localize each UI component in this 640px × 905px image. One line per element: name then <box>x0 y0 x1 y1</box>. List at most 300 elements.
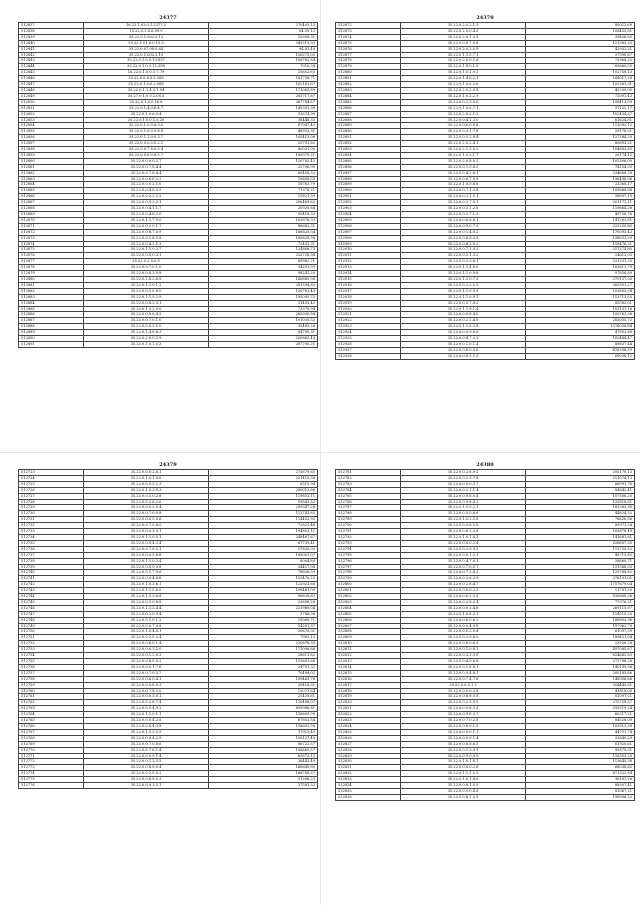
cell-code: 35.22.0.0.2.0.9.2 <box>84 771 209 777</box>
cell-code: 35.22.0.0.2.3.3.0 <box>401 99 526 105</box>
cell-id: 512752 <box>19 641 84 647</box>
cell-amount: 100763,36 <box>526 312 635 318</box>
cell-amount: 102758,13 <box>526 70 635 76</box>
cell-amount: 39456,82 <box>526 34 635 40</box>
cell-code: 35.22.0.0.2.8.2.4 <box>401 599 526 605</box>
cell-amount: 223250,85 <box>526 223 635 229</box>
cell-code: 35.22.0.0.0.0.3.1 <box>84 253 209 259</box>
cell-amount: 1757679,04 <box>526 582 635 588</box>
cell-code: 35.22.0.0.6.7.9.9 <box>401 176 526 182</box>
cell-amount: 113735,22 <box>526 546 635 552</box>
cell-id: 512762 <box>19 700 84 706</box>
cell-amount: 248467,67 <box>209 534 318 540</box>
cell-id: 512910 <box>336 247 401 253</box>
cell-amount: 476206,59 <box>526 347 635 353</box>
cell-amount: 199465,76 <box>209 676 318 682</box>
cell-code: 35.22.0.0.5.2.8.4 <box>401 135 526 141</box>
cell-amount: 25458,61 <box>209 694 318 700</box>
cell-id: 512882 <box>336 82 401 88</box>
cell-id: 532804 <box>336 605 401 611</box>
cell-code: 35.22.0.1.1.1.5.3 <box>401 771 526 777</box>
cell-code: 35.22.0.0.7.8.0.5.4 <box>84 147 209 153</box>
cell-id: 532836 <box>336 794 401 800</box>
cell-amount: 72451,31 <box>209 241 318 247</box>
cell-amount: 108665,57 <box>209 747 318 753</box>
cell-id: 512870 <box>19 217 84 223</box>
cell-id: 512875 <box>19 247 84 253</box>
cell-code: 35.22.0.1.5.2.1.7 <box>401 152 526 158</box>
cell-amount: 171065,89 <box>209 87 318 93</box>
cell-amount: 45339,95 <box>526 87 635 93</box>
cell-amount: 80031,00 <box>209 147 318 153</box>
cell-code: 35.22.0.1.5.2.0.0 <box>84 306 209 312</box>
cell-amount: 108455,81 <box>526 28 635 34</box>
cell-id: 512775 <box>19 777 84 783</box>
cell-code: 35.22.0.1.4.0.8.3 <box>84 330 209 336</box>
cell-id: 512846 <box>19 76 84 82</box>
cell-code: 35.22.0.0.9.8.0.4 <box>401 493 526 499</box>
cell-amount: 624685,85 <box>526 653 635 659</box>
cell-id: 532812 <box>336 653 401 659</box>
cell-id: 512879 <box>336 64 401 70</box>
cell-id: 512739 <box>19 564 84 570</box>
cell-amount: 222728,54 <box>209 253 318 259</box>
cell-id: 512756 <box>19 664 84 670</box>
cell-amount: 81097,21 <box>526 694 635 700</box>
cell-code: 35.22.0.0.6.0.1.4 <box>84 641 209 647</box>
cell-id: 532835 <box>336 788 401 794</box>
cell-code: 35.22.0.2.0.0.9 <box>84 259 209 265</box>
cell-code: 35.22.0.1.1.0.1.1 <box>84 712 209 718</box>
cell-id: 512755 <box>19 659 84 665</box>
cell-amount: 497085,67 <box>526 647 635 653</box>
cell-amount: 51206,29 <box>209 777 318 783</box>
cell-code: 35.22.0.0.9.4.8.1 <box>401 670 526 676</box>
cell-code: 35.22.0.1.0.0.15.398 <box>84 64 209 70</box>
cell-id: 532789 <box>336 517 401 523</box>
cell-code: 35.22.0.0.0.3.2.3 <box>84 481 209 487</box>
cell-code: 35.22.0.0.6.0.2.2 <box>84 176 209 182</box>
cell-amount: 83971,24 <box>526 523 635 529</box>
cell-amount: 42932,21 <box>526 46 635 52</box>
cell-code: 35.22.0.1.1.0.6.0 <box>84 588 209 594</box>
cell-id: 512769 <box>19 741 84 747</box>
cell-id: 532819 <box>336 694 401 700</box>
cell-amount: 11781,20 <box>526 588 635 594</box>
cell-id: 512742 <box>19 582 84 588</box>
cell-amount: 74154,33 <box>526 164 635 170</box>
cell-code: 35.22.0.0.0.2.1.0 <box>84 182 209 188</box>
cell-amount: 80693,21 <box>526 141 635 147</box>
data-table <box>335 469 635 801</box>
cell-code: 35.22.0.0.8.0.9.2 <box>84 659 209 665</box>
cell-amount: 120763,43 <box>209 288 318 294</box>
cell-amount: 114515,20 <box>526 611 635 617</box>
cell-amount: 38448,33 <box>209 117 318 123</box>
cell-id: 532793 <box>336 540 401 546</box>
cell-amount: 181758,71 <box>209 76 318 82</box>
cell-code: 35.22.0.2.8.2.6.8 <box>84 276 209 282</box>
cell-id: 532788 <box>336 511 401 517</box>
cell-code: 35.22.0.0.3.1.7.8 <box>401 129 526 135</box>
cell-id: 512848 <box>19 87 84 93</box>
cell-id: 532786 <box>336 499 401 505</box>
cell-id: 512855 <box>19 129 84 135</box>
cell-code: 35.22.0.0.0.4.9.8 <box>401 623 526 629</box>
cell-code: 35.22.0.0.6.0.6.3 <box>401 641 526 647</box>
cell-id: 532811 <box>336 647 401 653</box>
cell-code: 35.22.0.0.4.7.0.1 <box>401 558 526 564</box>
cell-amount: 6515,94 <box>209 481 318 487</box>
cell-amount: 113601,66 <box>209 659 318 665</box>
cell-amount: 265300,84 <box>209 312 318 318</box>
cell-amount: 104883,85 <box>526 147 635 153</box>
cell-id: 512917 <box>336 288 401 294</box>
cell-code: 35.22.0.0.0.0.1.4 <box>401 735 526 741</box>
cell-id: 512880 <box>19 276 84 282</box>
cell-amount: 195095,75 <box>209 294 318 300</box>
sheet-title: 24379 <box>159 462 177 468</box>
cell-id: 512890 <box>336 129 401 135</box>
cell-code: 35.22.0.0.0.6.5.8 <box>401 523 526 529</box>
cell-id: 532813 <box>336 659 401 665</box>
cell-id: 512883 <box>19 294 84 300</box>
cell-amount: 72968,22 <box>526 58 635 64</box>
cell-id: 512886 <box>336 105 401 111</box>
cell-amount: 166625,54 <box>209 229 318 235</box>
cell-amount: 671322,84 <box>526 771 635 777</box>
cell-code: 35.22.0.0.8.8.0.3 <box>84 777 209 783</box>
sheet-title: 24377 <box>159 15 177 21</box>
cell-id: 512734 <box>19 534 84 540</box>
cell-id: 532801 <box>336 588 401 594</box>
cell-amount: 269115,97 <box>526 605 635 611</box>
cell-id: 512724 <box>19 475 84 481</box>
cell-amount: 162161,67 <box>209 82 318 88</box>
cell-id: 512738 <box>19 558 84 564</box>
cell-code: 35.22.0.1.1.9.1.4 <box>401 306 526 312</box>
cell-amount: 20791,83 <box>209 141 318 147</box>
cell-amount: 151568,50 <box>526 564 635 570</box>
sheet-title: 24378 <box>476 15 494 21</box>
cell-code: 35.22.0.0.7.0.5.7 <box>401 564 526 570</box>
cell-id: 512899 <box>336 182 401 188</box>
cell-code: 35.22.0.1.0.0.1.0.20 <box>84 117 209 123</box>
cell-code: 35.22.0.0.1.8.5.8 <box>84 235 209 241</box>
cell-amount: 50418,33 <box>209 212 318 218</box>
cell-amount: 171098,66 <box>209 647 318 653</box>
cell-amount: 217274,85 <box>526 247 635 253</box>
cell-id: 512911 <box>336 253 401 259</box>
sheet <box>18 461 318 789</box>
cell-code: 35.22.0.0.2.0.9.3 <box>401 546 526 552</box>
cell-id: 512884 <box>336 93 401 99</box>
cell-id: 512887 <box>19 318 84 324</box>
cell-amount: 112743,85 <box>209 511 318 517</box>
cell-code: 35.22.0.1.0.0.8.8 <box>401 182 526 188</box>
cell-amount: 23640,29 <box>526 735 635 741</box>
cell-id: 512874 <box>336 34 401 40</box>
cell-code: 35.22.0.1.0.0.2.6 <box>401 82 526 88</box>
cell-amount: 120496,07 <box>209 700 318 706</box>
cell-code: 35.22.0.0.2.1.3.2 <box>401 253 526 259</box>
cell-id: 512876 <box>336 46 401 52</box>
cell-amount: 1376028,84 <box>526 324 635 330</box>
cell-code: 35.22.1.01.6.0.15.3 <box>84 40 209 46</box>
cell-id: 512880 <box>336 70 401 76</box>
cell-id: 532828 <box>336 747 401 753</box>
cell-code: 35.22.0.0.7.8.3.0 <box>84 688 209 694</box>
cell-code: 35.22.0.2.0.0.4.3 <box>401 28 526 34</box>
cell-id: 512898 <box>336 176 401 182</box>
cell-amount: 140199,56 <box>526 664 635 670</box>
cell-id: 532792 <box>336 534 401 540</box>
cell-amount: 211074,13 <box>526 475 635 481</box>
cell-amount: 255219,24 <box>526 706 635 712</box>
data-table <box>335 22 635 360</box>
cell-code: 35.22.0.0.2.1.1.4 <box>401 487 526 493</box>
cell-amount: 106127,45 <box>209 735 318 741</box>
cell-code: 35.22.0.1.1.4.8.0 <box>401 265 526 271</box>
cell-amount: 36161,26 <box>526 777 635 783</box>
cell-id: 512774 <box>19 771 84 777</box>
cell-amount: 87947,42 <box>209 123 318 129</box>
cell-amount: 103603,94 <box>526 288 635 294</box>
cell-id: 512906 <box>336 223 401 229</box>
cell-code: 35.22.0.1.1.0.9.8 <box>401 271 526 277</box>
cell-code: 35.22.0.0.9.4.3.4 <box>84 540 209 546</box>
cell-code: 35.22.0.0.1.0.8.1 <box>401 647 526 653</box>
cell-code: 35.22.0.0.9.0.9.0 <box>401 753 526 759</box>
table-row <box>19 341 318 347</box>
cell-id: 532799 <box>336 576 401 582</box>
cell-id: 532790 <box>336 523 401 529</box>
cell-id: 512743 <box>19 588 84 594</box>
cell-amount: 170093,42 <box>526 229 635 235</box>
cell-code: 35.22.0.0.8.1.3.9 <box>401 794 526 800</box>
cell-amount: 205170,13 <box>526 470 635 476</box>
cell-amount: 121563,22 <box>526 40 635 46</box>
cell-id: 512872 <box>19 229 84 235</box>
cell-code: 35.22.0.0.5.4.9.2 <box>84 706 209 712</box>
cell-id: 512905 <box>336 217 401 223</box>
cell-code: 35.22.0.0.0.0.2.5 <box>401 588 526 594</box>
table-row <box>336 794 635 800</box>
cell-id: 512866 <box>19 194 84 200</box>
cell-amount: 28611,82 <box>209 653 318 659</box>
cell-id: 512879 <box>19 271 84 277</box>
cell-id: 512748 <box>19 617 84 623</box>
sheet <box>335 461 635 801</box>
cell-amount: 84700,31 <box>209 330 318 336</box>
cell-id: 512881 <box>336 76 401 82</box>
cell-amount: 57122,17 <box>526 105 635 111</box>
cell-id: 512838 <box>19 28 84 34</box>
cell-code: 35.22.0.0.9.2.2.1 <box>84 200 209 206</box>
cell-id: 512861 <box>19 164 84 170</box>
cell-amount: 7010,34 <box>209 64 318 70</box>
cell-code: 35.22.0.2.0.0.2.9 <box>84 336 209 342</box>
cell-code: 35.22.0.0.9.8.3.7 <box>401 712 526 718</box>
cell-code: 35.22.0.0.2.6.2.9 <box>401 576 526 582</box>
cell-id: 532800 <box>336 582 401 588</box>
cell-id: 532791 <box>336 529 401 535</box>
cell-code: 35.22.0.1.1.0.1.2 <box>84 282 209 288</box>
cell-amount: 279157,00 <box>526 276 635 282</box>
cell-amount: 36443,49 <box>209 759 318 765</box>
cell-id: 532783 <box>336 481 401 487</box>
cell-code: 35.22.0.1.0.2.5.9 <box>84 729 209 735</box>
cell-amount: 55674,99 <box>209 111 318 117</box>
cell-code: 35.22.0.0.5.0.2.8 <box>84 493 209 499</box>
cell-id: 512845 <box>19 70 84 76</box>
cell-id: 512753 <box>19 647 84 653</box>
cell-code: 16.22.0.1.0.0.1.7.79 <box>84 70 209 76</box>
cell-id: 512744 <box>19 594 84 600</box>
cell-id: 532797 <box>336 564 401 570</box>
cell-id: 512750 <box>19 629 84 635</box>
cell-amount: 57825,03 <box>209 546 318 552</box>
cell-code: 35.22.0.0.2.3.7.8 <box>401 475 526 481</box>
cell-code: 35.22.0.1.1.5.2.9 <box>84 294 209 300</box>
cell-code: 35.22.0.1.0.0.16.8 <box>84 99 209 105</box>
cell-amount: 44824,52 <box>526 511 635 517</box>
cell-id: 512896 <box>336 164 401 170</box>
cell-id: 512868 <box>19 206 84 212</box>
cell-id: 512763 <box>19 706 84 712</box>
page-divider-vertical <box>320 0 321 905</box>
cell-code: 35.22.0.0.1.0.8.0 <box>84 288 209 294</box>
cell-id: 532798 <box>336 570 401 576</box>
cell-amount: 23368,17 <box>526 182 635 188</box>
cell-id: 512867 <box>19 200 84 206</box>
cell-code: 35.22.0.0.0.2.4.6 <box>401 605 526 611</box>
cell-amount: 12073,64 <box>209 688 318 694</box>
cell-amount: 273798,28 <box>526 659 635 665</box>
cell-code: 35.22.0.0.4.1.1.7 <box>84 206 209 212</box>
cell-amount: 113645,38 <box>526 759 635 765</box>
cell-id: 512733 <box>19 529 84 535</box>
cell-amount: 15069,71 <box>209 617 318 623</box>
cell-code: 35.22.0.1.1.0.7.1 <box>401 52 526 58</box>
cell-amount: 3766,36 <box>209 611 318 617</box>
cell-amount: 120818,81 <box>526 499 635 505</box>
cell-id: 512882 <box>19 288 84 294</box>
cell-id: 512922 <box>336 318 401 324</box>
cell-id: 512873 <box>19 235 84 241</box>
cell-id: 512772 <box>19 759 84 765</box>
cell-amount: 26174,12 <box>526 152 635 158</box>
cell-code: 35.22.0.0.6.0.8.5.7 <box>84 152 209 158</box>
cell-code: 35.22.0.0.8.4.3.8 <box>84 723 209 729</box>
cell-id: 512909 <box>336 241 401 247</box>
cell-id: 512925 <box>336 336 401 342</box>
cell-code: 35.22.0.1.1.0.9.5 <box>401 288 526 294</box>
cell-code: 35.22.0.0.2.8.9.2 <box>401 470 526 476</box>
cell-code: 35.22.0.0.6.0.4.1 <box>84 676 209 682</box>
cell-code: 35.22.0.1.4.0.2.1 <box>401 76 526 82</box>
cell-amount: 281594,85 <box>209 282 318 288</box>
cell-code: 35.22.0.0.0.2.0.4 <box>401 629 526 635</box>
cell-amount: 32489,28 <box>209 324 318 330</box>
cell-code: 35.22.0.1.4.0.6.4.7 <box>84 105 209 111</box>
cell-amount: 141262,81 <box>526 217 635 223</box>
cell-id: 512913 <box>336 265 401 271</box>
cell-amount: 220878,39 <box>209 641 318 647</box>
cell-id: 512914 <box>336 271 401 277</box>
cell-amount: 116303,20 <box>526 753 635 759</box>
cell-amount: 122923,66 <box>209 582 318 588</box>
cell-id: 512737 <box>19 552 84 558</box>
cell-amount: 24417,94 <box>209 564 318 570</box>
cell-amount: 44751,74 <box>526 729 635 735</box>
cell-amount: 97856,89 <box>526 271 635 277</box>
cell-id: 512842 <box>19 52 84 58</box>
cell-code: 35.22.0.07.98.0.84 <box>84 46 209 52</box>
cell-amount: 72091,43 <box>526 93 635 99</box>
cell-id: 512865 <box>19 188 84 194</box>
cell-amount: 28860,71 <box>526 558 635 564</box>
cell-code: 35.22.0.1.1.4.0.1.94 <box>84 87 209 93</box>
cell-code: 35.22.0.0.2.2.2.2 <box>84 194 209 200</box>
cell-id: 512754 <box>19 653 84 659</box>
cell-amount: 61624,81 <box>526 117 635 123</box>
cell-id: 512919 <box>336 300 401 306</box>
cell-amount: 287795,21 <box>209 341 318 347</box>
cell-amount: 270728,37 <box>526 700 635 706</box>
cell-amount: 29176,21 <box>526 129 635 135</box>
cell-amount: 163611,70 <box>526 265 635 271</box>
cell-amount: 20678,31 <box>209 629 318 635</box>
cell-code: 35.22.0.2.0.2.1.2 <box>401 111 526 117</box>
cell-id: 512843 <box>19 58 84 64</box>
cell-code: 35.22.0.0.0.7.8.2 <box>401 300 526 306</box>
cell-amount: 299347,26 <box>209 505 318 511</box>
cell-id: 512915 <box>336 276 401 282</box>
cell-code: 35.22.0.0.7.6.1.4 <box>84 747 209 753</box>
cell-code: 35.22.0.1.0.4.8.1 <box>84 629 209 635</box>
cell-id: 512912 <box>336 259 401 265</box>
cell-id: 532820 <box>336 700 401 706</box>
cell-amount: 163878,33 <box>209 217 318 223</box>
cell-code: 35.22.0.0.0.0.3.8 <box>401 688 526 694</box>
cell-amount: 34251,99 <box>209 265 318 271</box>
cell-id: 512759 <box>19 682 84 688</box>
cell-id: 512854 <box>19 123 84 129</box>
cell-id: 512850 <box>19 99 84 105</box>
cell-amount: 78626,59 <box>209 570 318 576</box>
cell-amount: 165878,49 <box>526 529 635 535</box>
cell-code: 35.22.0.0.4.1.3.0 <box>401 117 526 123</box>
cell-amount: 63660,55 <box>526 64 635 70</box>
cell-id: 532816 <box>336 676 401 682</box>
cell-amount: 276101,01 <box>526 576 635 582</box>
cell-code: 35.22.0.0.7.0.0.8 <box>84 511 209 517</box>
cell-id: 512764 <box>19 712 84 718</box>
cell-id: 512853 <box>19 117 84 123</box>
cell-id: 532808 <box>336 629 401 635</box>
cell-amount: 27581,52 <box>209 783 318 789</box>
cell-code: 35.22.0.0.0.8.9.3 <box>84 682 209 688</box>
cell-code: 35.22.0.0.0.4.2.6 <box>84 718 209 724</box>
cell-id: 512773 <box>19 765 84 771</box>
cell-amount: 118476,21 <box>526 241 635 247</box>
cell-id: 512758 <box>19 676 84 682</box>
cell-amount: 107506,20 <box>526 493 635 499</box>
cell-id: 512926 <box>336 341 401 347</box>
cell-code: 35.22.0.1.0.1.9.3 <box>401 70 526 76</box>
cell-id: 512895 <box>336 158 401 164</box>
